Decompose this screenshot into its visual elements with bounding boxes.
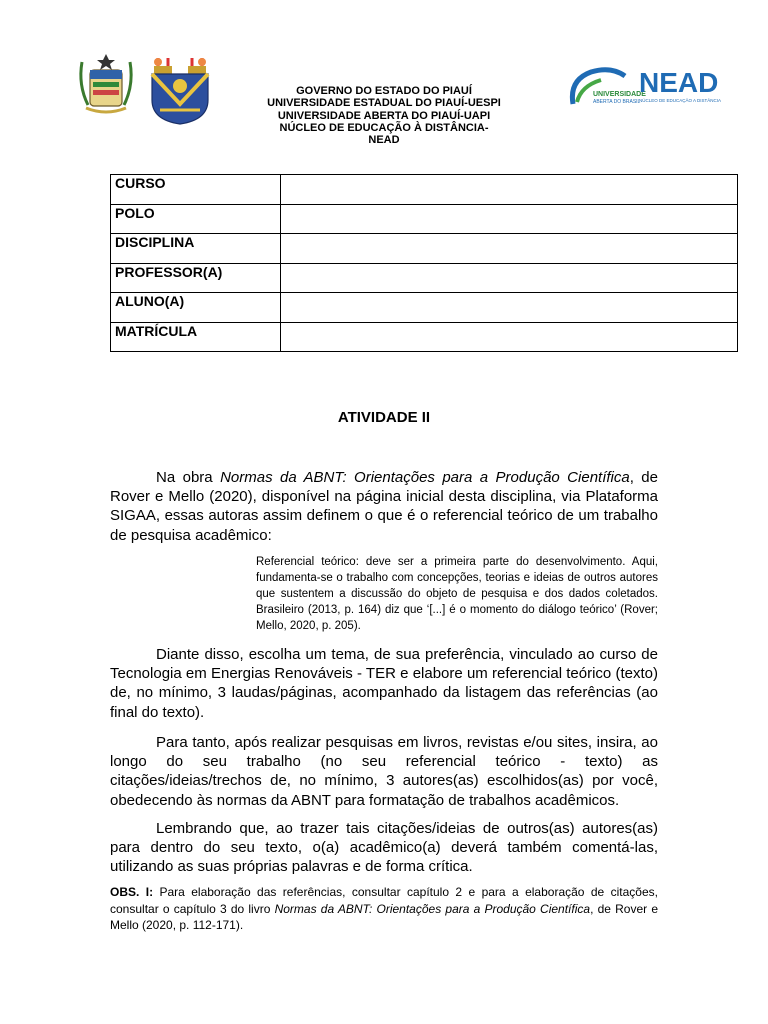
instruction-paragraph <box>110 645 658 722</box>
form-row-curso <box>111 175 738 205</box>
observation-note <box>110 884 658 934</box>
obs-text-end: , de Rover e Mello (2020, p. 112-171). <box>110 901 659 932</box>
citation-text: Para tanto, após realizar pesquisas em livros, revistas e/ou sites, insira, ao longo do seu trabalho (no seu referencial teórico - texto) as citações/ideias/trechos de, no mínimo, 3 autores(as) escolhidos(as) por você, obedecendo às normas da ABNT para formatação de trabalhos acadêmicos. <box>110 734 658 809</box>
nead-logo-subtitle: NÚCLEO DE EDUCAÇÃO A DISTÂNCIA <box>639 98 722 103</box>
form-field-matricula[interactable] <box>281 322 738 352</box>
obs-text-start: Para elaboração das referências, consultar capítulo 2 e para a elaboração de citações, consultar o capítulo 3 do livro <box>110 885 658 916</box>
obs-book-title: Normas da ABNT: Orientações para a Produção Científica <box>274 901 591 916</box>
identification-form <box>110 174 738 352</box>
header-line: NÚCLEO DE EDUCAÇÃO À DISTÂNCIA- <box>279 121 489 134</box>
form-row-disciplina <box>111 234 738 264</box>
form-label-curso: CURSO <box>111 175 281 205</box>
critical-paragraph <box>110 819 658 877</box>
form-row-aluno <box>111 293 738 323</box>
form-field-aluno[interactable] <box>281 293 738 323</box>
citation-paragraph <box>110 733 658 810</box>
instruction-text: Diante disso, escolha um tema, de sua preferência, vinculado ao curso de Tecnologia em Energias Renováveis - TER e elabore um referencial teórico (texto) de, no mínimo, 3 laudas/páginas, acompanhado da listagem das referências (ao final do texto). <box>110 646 658 721</box>
intro-paragraph <box>110 468 658 545</box>
form-row-matricula <box>111 322 738 352</box>
form-field-professor[interactable] <box>281 263 738 293</box>
form-label-aluno: ALUNO(A) <box>111 293 281 323</box>
form-label-professor: PROFESSOR(A) <box>111 263 281 293</box>
activity-title: ATIVIDADE II <box>337 409 431 426</box>
form-field-polo[interactable] <box>281 204 738 234</box>
uab-logo-text-2: ABERTA DO BRASIL <box>593 99 641 105</box>
obs-label: OBS. I: <box>110 885 154 899</box>
form-row-polo <box>111 204 738 234</box>
header-line: GOVERNO DO ESTADO DO PIAUÍ <box>296 85 472 97</box>
form-field-disciplina[interactable] <box>281 234 738 264</box>
uab-logo-text-1: UNIVERSIDADE <box>593 91 646 98</box>
form-row-professor <box>111 263 738 293</box>
header-line: UNIVERSIDADE ABERTA DO PIAUÍ-UAPI <box>277 109 491 122</box>
book-title: Normas da ABNT: Orientações para a Produção Científica <box>220 469 630 486</box>
form-label-polo: POLO <box>111 204 281 234</box>
header-line: NEAD <box>368 134 400 147</box>
header-line: UNIVERSIDADE ESTADUAL DO PIAUÍ-UESPI <box>267 97 501 110</box>
piaui-state-coat-of-arms-logo <box>76 50 136 120</box>
uespi-coat-of-arms-logo <box>146 56 214 126</box>
critical-text: Lembrando que, ao trazer tais citações/ideias de outros(as) autores(as) para dentro do seu texto, o(a) acadêmico(a) deverá também comentá-las, utilizando as suas próprias palavras e de forma crítica. <box>110 820 658 876</box>
nead-logo-text: NEAD <box>639 67 719 98</box>
institution-header <box>230 85 538 146</box>
form-field-curso[interactable] <box>281 175 738 205</box>
uab-nead-logo <box>567 62 723 112</box>
intro-text-end: , de Rover e Mello (2020), disponível na página inicial desta disciplina, via Plataforma SIGAA, essas autoras assim definem o que é o referencial teórico de um trabalho de pesquisa acadêmico: <box>110 469 658 544</box>
block-quote: Referencial teórico: deve ser a primeira parte do desenvolvimento. Aqui, fundamenta-se o trabalho com concepções, teorias e ideias de outros autores que sustentem a discussão do objeto de pesquisa e dos dados coletados. Brasileiro (2013, p. 164) diz que ‘[...] é o momento do diálogo teórico’ (Rover; Mello, 2020, p. 205). <box>256 556 658 632</box>
form-label-disciplina: DISCIPLINA <box>111 234 281 264</box>
intro-text-start: Na obra <box>156 469 221 486</box>
form-label-matricula: MATRÍCULA <box>111 322 281 352</box>
